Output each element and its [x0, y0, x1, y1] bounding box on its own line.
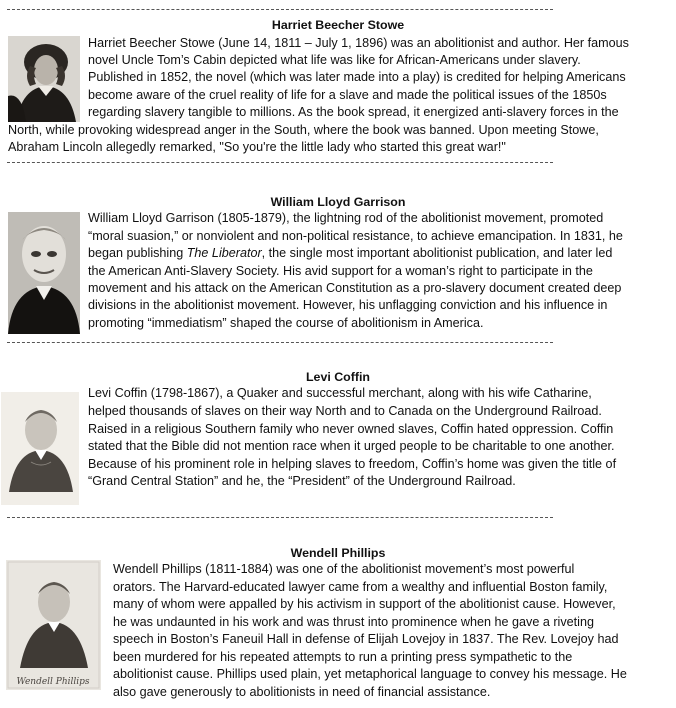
- text-line: promoting “immediatism” shaped the course of abolitionism in America.: [88, 316, 484, 330]
- portrait-garrison: [8, 212, 80, 334]
- text-line: North, while provoking widespread anger in the South, where the book was banned. Upon meeting Stowe,: [8, 123, 599, 137]
- text-line: Abraham Lincoln allegedly remarked, "So you're the little lady who started this great war!": [8, 140, 506, 154]
- text-line: many of whom were appalled by his activism in support of the abolitionist cause. However,: [113, 597, 616, 611]
- text-line: [88, 245, 612, 262]
- text-line: Levi Coffin (1798-1867), a Quaker and successful merchant, along with his wife Catharine,: [88, 386, 592, 400]
- signature: Wendell Phillips: [16, 677, 90, 687]
- publication-title: The Liberator: [186, 246, 262, 260]
- divider: [7, 9, 553, 10]
- divider: [7, 517, 553, 518]
- text-line: become aware of the cruel reality of life for a slave and made the political issues of the 1850s: [88, 88, 607, 102]
- text-line: William Lloyd Garrison (1805-1879), the lightning rod of the abolitionist movement, promoted: [88, 211, 604, 225]
- portrait-phillips: [6, 560, 101, 690]
- text-line: “moral suasion,” or nonviolent and non-political resistance, to achieve emancipation. In 1831, he: [88, 229, 623, 243]
- text-fragment: began publishing: [88, 246, 187, 260]
- text-line: the American Anti-Slavery Society. His avid support for a woman’s right to participate in the: [88, 264, 593, 278]
- text-line: Raised in a religious Southern family who never owned slaves, Coffin hated oppression. Coffin: [88, 422, 614, 436]
- text-line: speech in Boston’s Faneuil Hall in defense of Elijah Lovejoy in 1837. The Rev. Lovejoy had: [113, 632, 619, 646]
- entry-title: Levi Coffin: [305, 370, 371, 384]
- text-line: he was undaunted in his work and was thrust into prominence when he gave a riveting: [113, 615, 594, 629]
- text-line: stated that the Bible did not mention race when it urged people to be charitable to one another.: [88, 439, 615, 453]
- entry-title: William Lloyd Garrison: [270, 195, 406, 209]
- text-line: been murdered for his repeated attempts to run a printing press sympathetic to the: [113, 650, 573, 664]
- text-fragment: , the single most important abolitionist publication, and later led: [261, 246, 613, 260]
- text-line: movement and his attack on the American Constitution as a pro-slavery document created deep: [88, 281, 622, 295]
- text-line: also gave generously to abolitionists in need of financial assistance.: [113, 685, 491, 699]
- entry-title: Wendell Phillips: [290, 546, 386, 560]
- text-line: divisions in the abolitionist movement. However, his unflagging conviction and his influence in: [88, 298, 608, 312]
- text-line: Published in 1852, the novel (which was later made into a play) is credited for helping Americans: [88, 70, 626, 84]
- text-line: Harriet Beecher Stowe (June 14, 1811 – July 1, 1896) was an abolitionist and author. Her famous: [88, 36, 629, 50]
- text-line: abolitionist cause. Phillips used plain, yet metaphorical language to convey his message. He: [113, 667, 627, 681]
- entry-title: Harriet Beecher Stowe: [271, 18, 405, 32]
- text-line: regarding slavery tangible to millions. As the book spread, it energized anti-slavery forces in the: [88, 105, 619, 119]
- text-line: Wendell Phillips (1811-1884) was one of the abolitionist movement’s most powerful: [113, 562, 575, 576]
- divider: [7, 342, 553, 343]
- text-line: Because of his prominent role in helping slaves to freedom, Coffin’s home was given the title of: [88, 457, 617, 471]
- portrait-coffin: [1, 392, 79, 505]
- text-line: helped thousands of slaves on their way North and to Canada on the Underground Railroad.: [88, 404, 602, 418]
- text-line: novel Uncle Tom’s Cabin depicted what life was like for African-Americans under slavery.: [88, 53, 581, 67]
- text-line: orators. The Harvard-educated lawyer came from a wealthy and influential Boston family,: [113, 580, 608, 594]
- text-line: “Grand Central Station” and he, the “President” of the Underground Railroad.: [88, 474, 516, 488]
- divider: [7, 162, 553, 163]
- portrait-stowe: [8, 36, 80, 122]
